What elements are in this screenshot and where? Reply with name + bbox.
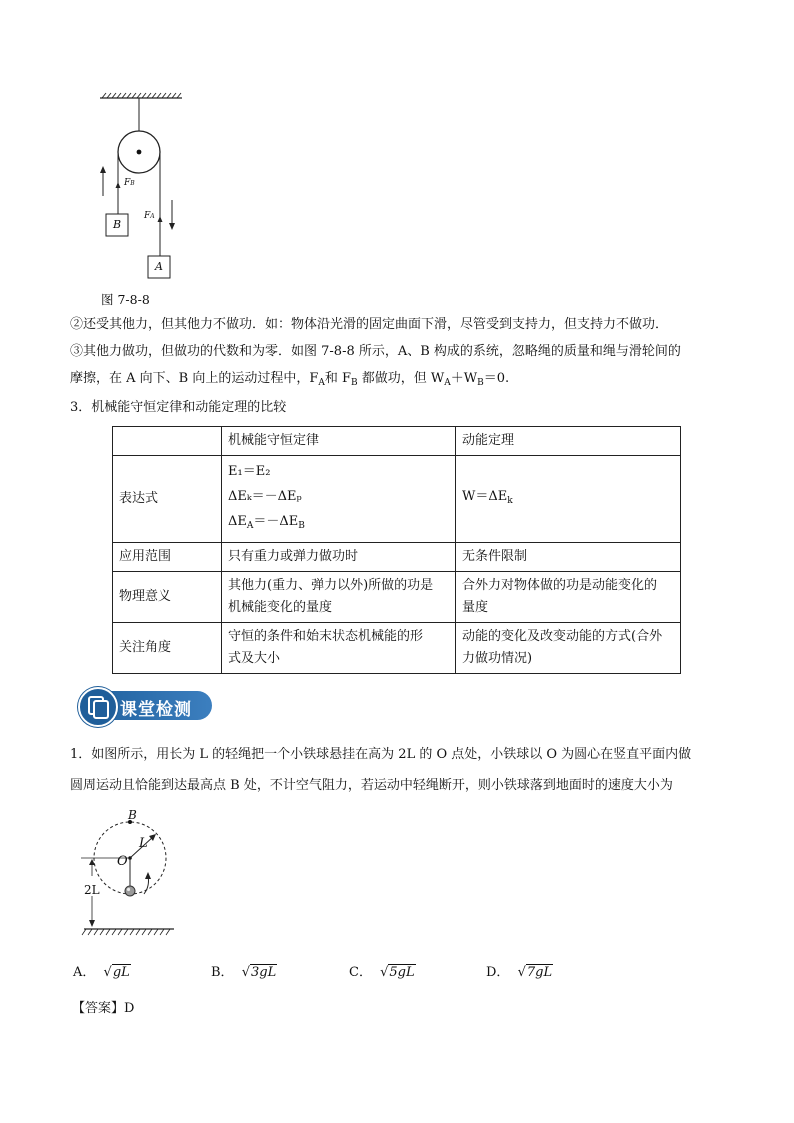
table-row <box>113 572 681 623</box>
theorem-focus-line1: 动能的变化及改变动能的方式(合外 <box>462 629 663 644</box>
theorem-meaning-line1: 合外力对物体做的功是动能变化的 <box>462 578 658 593</box>
p3-sub-a: A <box>318 378 325 388</box>
circular-motion-figure <box>78 808 178 943</box>
answer-text: 【答案】D <box>72 1001 135 1016</box>
option-b-radicand: 3gL <box>251 965 277 980</box>
force-label-fb-text: F <box>124 178 131 188</box>
table-header-cell <box>113 427 222 456</box>
theorem-focus-cell <box>456 623 681 674</box>
formula-ea-eb-b: ＝－ΔE <box>253 514 299 529</box>
option-a-key: A． <box>73 965 96 980</box>
sqrt-symbol-icon: √ <box>380 965 389 980</box>
theorem-scope-cell: 无条件限制 <box>456 543 681 572</box>
option-c-radicand: 5gL <box>389 965 415 980</box>
p3-part-e: ＝0. <box>483 371 510 386</box>
law-meaning-line1: 其他力(重力、弹力以外)所做的功是 <box>228 578 434 593</box>
row-label-meaning: 物理意义 <box>113 572 222 623</box>
formula-ea-eb-sub-b: B <box>298 521 305 531</box>
formula-ea-eb-a: ΔE <box>228 514 247 529</box>
row-label-focus: 关注角度 <box>113 623 222 674</box>
option-c[interactable] <box>349 961 416 980</box>
fig-center-o: O <box>117 854 128 869</box>
law-scope-cell: 只有重力或弹力做功时 <box>222 543 456 572</box>
table-row <box>113 456 681 543</box>
theorem-focus-line2: 力做功情况) <box>462 651 533 666</box>
force-label-fb-sub: B <box>130 180 135 187</box>
row-label-expression: 表达式 <box>113 456 222 543</box>
table-header-row <box>113 427 681 456</box>
law-focus-line2: 式及大小 <box>228 651 281 666</box>
p3-sub-d: B <box>477 378 484 388</box>
block-b-label: B <box>112 218 122 231</box>
formula-work-energy: W＝ΔE <box>462 489 508 504</box>
p3-part-c: 都做功，但 W <box>357 371 445 386</box>
row-label-scope: 应用范围 <box>113 543 222 572</box>
fig-point-b: B <box>128 808 137 822</box>
fig-height-2l: 2L <box>84 883 100 897</box>
table-row <box>113 543 681 572</box>
option-b-key: B． <box>211 965 234 980</box>
figure-caption: 图 7-8-8 <box>101 292 150 307</box>
law-focus-line1: 守恒的条件和始末状态机械能的形 <box>228 629 424 644</box>
p3-part-d: ＋W <box>450 371 478 386</box>
sqrt-symbol-icon: √ <box>517 965 526 980</box>
option-d-key: D． <box>486 965 510 980</box>
p3-part-a: 摩擦，在 A 向下、B 向上的运动过程中，F <box>70 371 319 386</box>
p3-sub-c: A <box>444 378 451 388</box>
option-a[interactable] <box>73 961 131 980</box>
theorem-meaning-line2: 量度 <box>462 600 489 615</box>
section-heading-comparison: 3．机械能守恒定律和动能定理的比较 <box>70 400 287 415</box>
theorem-expression-cell <box>456 456 681 543</box>
force-label-fa <box>144 211 155 221</box>
option-c-key: C． <box>349 965 372 980</box>
force-label-fa-text: F <box>144 211 151 221</box>
option-a-radicand: gL <box>112 965 130 980</box>
sqrt-symbol-icon: √ <box>103 965 112 980</box>
formula-ek-ep: ΔEₖ＝－ΔEₚ <box>228 489 302 504</box>
force-label-fa-sub: A <box>150 213 155 220</box>
option-d[interactable] <box>486 961 553 980</box>
theorem-meaning-cell <box>456 572 681 623</box>
pulley-figure <box>95 90 190 285</box>
sqrt-symbol-icon: √ <box>241 965 250 980</box>
paragraph-zero-sum-line2 <box>70 368 509 394</box>
law-meaning-line2: 机械能变化的量度 <box>228 600 333 615</box>
p3-part-b: 和 F <box>324 371 352 386</box>
section-badge <box>80 688 212 722</box>
badge-title: 课堂检测 <box>120 700 192 720</box>
comparison-table <box>112 426 681 674</box>
option-d-radicand: 7gL <box>526 965 553 980</box>
formula-ea-eb-sub-a: A <box>246 521 254 531</box>
option-b[interactable] <box>211 961 277 980</box>
question1-line1: 1．如图所示，用长为 L 的轻绳把一个小铁球悬挂在高为 2L 的 O 点处，小铁球以 O 为圆心在竖直平面内做 <box>70 747 692 762</box>
formula-energy-equal: E₁＝E₂ <box>228 464 271 479</box>
table-row <box>113 623 681 674</box>
p3-sub-b: B <box>351 378 358 388</box>
document-stack-icon <box>78 687 118 727</box>
fig-length-l: L <box>139 836 148 851</box>
law-focus-cell <box>222 623 456 674</box>
paragraph-zero-sum-line1: ③其他力做功，但做功的代数和为零．如图 7-8-8 所示，A、B 构成的系统，忽略绳的质量和绳与滑轮间的 <box>70 344 681 359</box>
paragraph-other-forces-no-work: ②还受其他力，但其他力不做功．如：物体沿光滑的固定曲面下滑，尽管受到支持力，但支持力不做功． <box>70 317 669 332</box>
formula-ea-eb <box>228 509 449 539</box>
law-meaning-cell <box>222 572 456 623</box>
table-header-cell: 动能定理 <box>456 427 681 456</box>
table-header-cell: 机械能守恒定律 <box>222 427 456 456</box>
law-expression-cell <box>222 456 456 543</box>
force-label-fb <box>124 178 135 188</box>
formula-work-energy-sub: k <box>507 496 513 506</box>
question1-line2: 圆周运动且恰能到达最高点 B 处，不计空气阻力，若运动中轻绳断开，则小铁球落到地面时的速度大小为 <box>70 778 673 793</box>
block-a-label: A <box>155 260 163 273</box>
